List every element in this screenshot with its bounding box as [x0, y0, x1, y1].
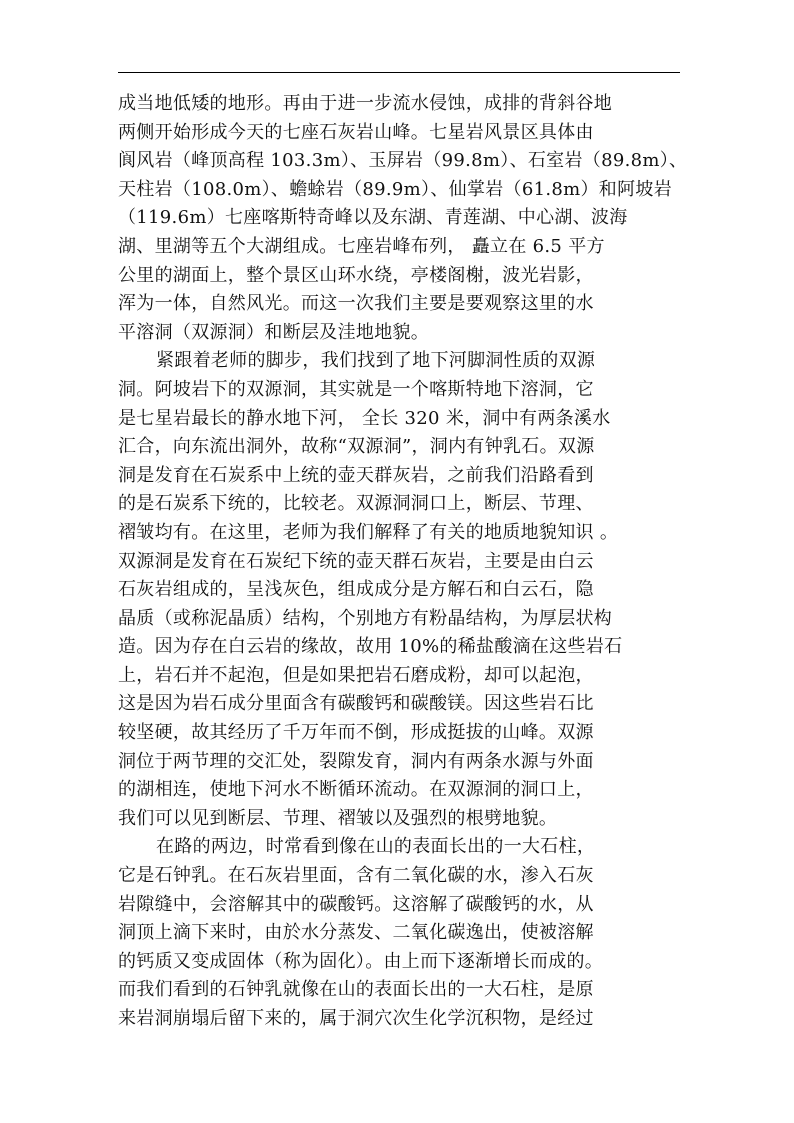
text-line: 是七星岩最长的静水地下河， 全长 320 米，洞中有两条溪水 — [118, 407, 611, 429]
text-line: 湖、里湖等五个大湖组成。七座岩峰布列， 矗立在 6.5 平方 — [118, 235, 605, 257]
text-line: 成当地低矮的地形。再由于进一步流水侵蚀，成排的背斜谷地 — [118, 93, 613, 114]
text-line: （119.6m）七座喀斯特奇峰以及东湖、青莲湖、中心湖、波海 — [118, 207, 628, 229]
paragraph-start-line: 紧跟着老师的脚步，我们找到了地下河脚洞性质的双源 — [156, 350, 596, 372]
text-line: 平溶洞（双源洞）和断层及洼地地貌。 — [118, 321, 430, 343]
text-line: 较坚硬，故其经历了千万年而不倒，形成挺拔的山峰。双源 — [118, 722, 594, 744]
text-line: 来岩洞崩塌后留下来的，属于洞穴次生化学沉积物，是经过 — [118, 1008, 594, 1029]
text-line: 洞。阿坡岩下的双源洞，其实就是一个喀斯特地下溶洞，它 — [118, 378, 594, 400]
text-line: 而我们看到的石钟乳就像在山的表面长出的一大石柱，是原 — [118, 979, 594, 1001]
text-line: 的钙质又变成固体（称为固化）。由上而下逐渐增长而成的。 — [118, 950, 604, 972]
text-line: 洞位于两节理的交汇处，裂隙发育，洞内有两条水源与外面 — [118, 750, 594, 772]
text-line: 双源洞是发育在石炭纪下统的壶天群石灰岩，主要是由白云 — [118, 550, 594, 572]
text-line: 两侧开始形成今天的七座石灰岩山峰。七星岩风景区具体由 — [118, 121, 594, 143]
text-line: 洞顶上滴下来时，由於水分蒸发、二氧化碳逸出，使被溶解 — [118, 922, 594, 944]
text-line: 我们可以见到断层、节理、褶皱以及强烈的根劈地貌。 — [118, 807, 558, 829]
text-line: 它是石钟乳。在石灰岩里面，含有二氧化碳的水，渗入石灰 — [118, 865, 594, 887]
text-line: 阆风岩（峰顶高程 103.3m）、玉屏岩（99.8m）、石室岩（89.8m）、 — [118, 150, 688, 172]
text-line: 公里的湖面上，整个景区山环水绕，亭楼阁榭，波光岩影， — [118, 264, 594, 286]
text-line: 的是石炭系下统的，比较老。双源洞洞口上，断层、节理、 — [118, 493, 594, 515]
text-line: 石灰岩组成的，呈浅灰色，组成成分是方解石和白云石，隐 — [118, 579, 594, 601]
text-line: 晶质（或称泥晶质）结构，个别地方有粉晶结构，为厚层状构 — [118, 607, 613, 629]
paragraph-start-line: 在路的两边，时常看到像在山的表面长出的一大石柱， — [156, 836, 596, 858]
text-line: 上，岩石并不起泡，但是如果把岩石磨成粉，却可以起泡， — [118, 664, 594, 686]
text-line: 造。因为存在白云岩的缘故，故用 10%的稀盐酸滴在这些岩石 — [118, 636, 623, 658]
text-line: 这是因为岩石成分里面含有碳酸钙和碳酸镁。因这些岩石比 — [118, 693, 594, 715]
text-line: 洞是发育在石炭系中上统的壶天群灰岩，之前我们沿路看到 — [118, 464, 594, 486]
text-line: 的湖相连，使地下河水不断循环流动。在双源洞的洞口上， — [118, 779, 594, 801]
text-line: 汇合，向东流出洞外，故称“双源洞”，洞内有钟乳石。双源 — [118, 436, 595, 458]
header-rule — [118, 72, 680, 73]
text-line: 褶皱均有。在这里，老师为我们解释了有关的地质地貌知识 。 — [118, 521, 619, 543]
text-line: 岩隙缝中，会溶解其中的碳酸钙。这溶解了碳酸钙的水，从 — [118, 893, 594, 915]
text-line: 天柱岩（108.0m）、蟾蜍岩（89.9m）、仙掌岩（61.8m）和阿坡岩 — [118, 178, 672, 200]
text-line: 浑为一体，自然风光。而这一次我们主要是要观察这里的水 — [118, 293, 594, 315]
body-text — [118, 90, 688, 1034]
